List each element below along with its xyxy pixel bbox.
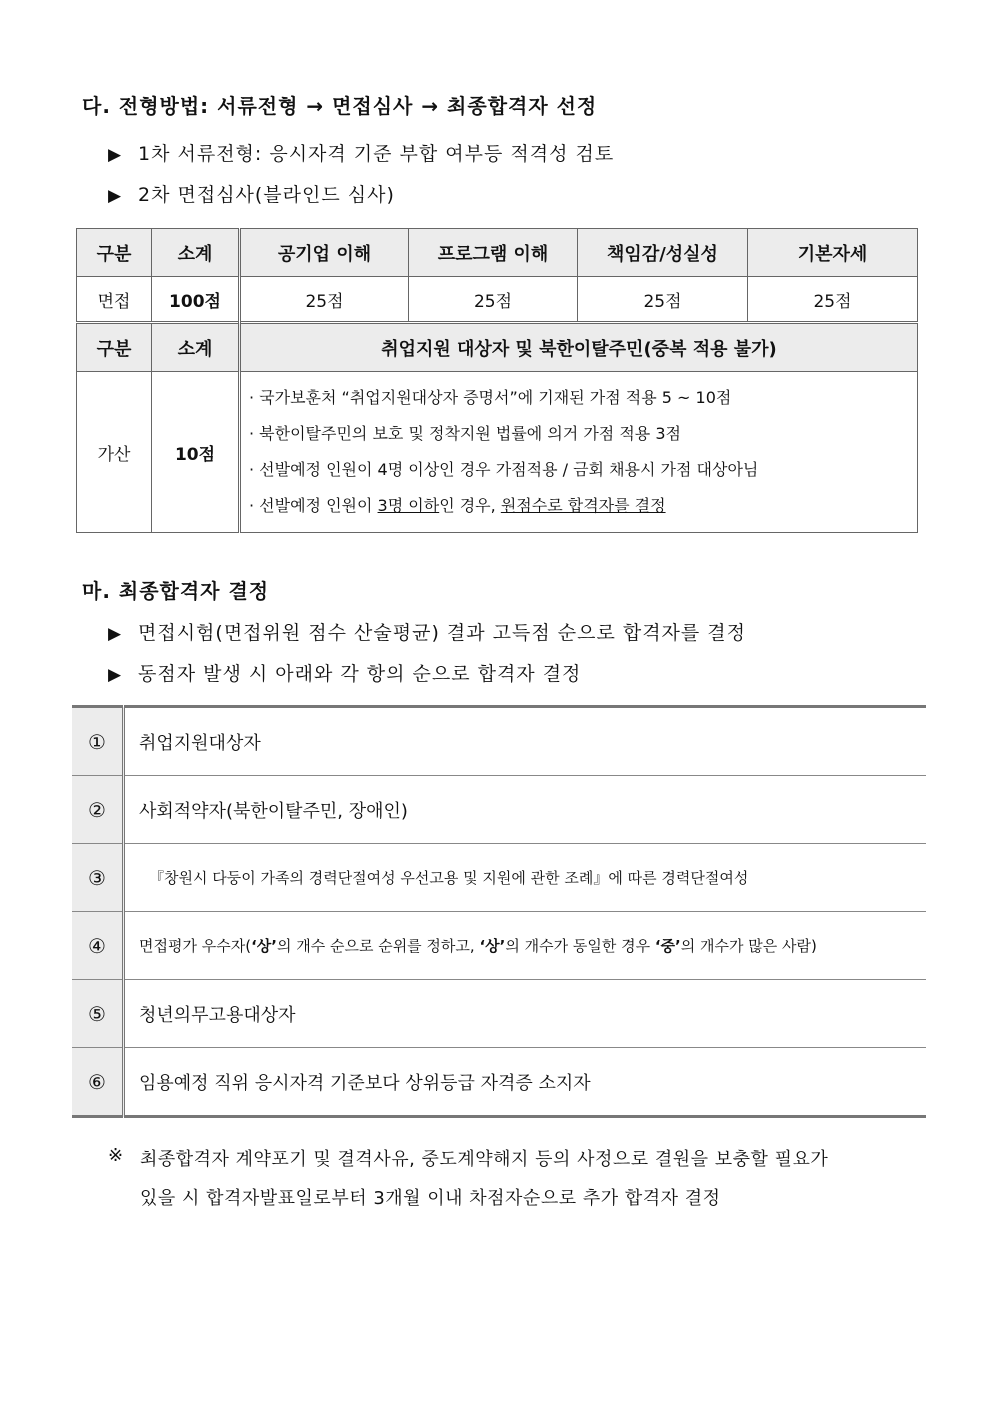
tie-row	[72, 707, 926, 776]
interview-score: 25점	[240, 277, 409, 323]
bonus-total: 10점	[152, 372, 240, 533]
header-responsibility: 책임감/성실성	[578, 229, 748, 277]
tie-row	[72, 1048, 926, 1117]
interview-row	[77, 277, 918, 323]
header-category: 구분	[77, 229, 152, 277]
tie-row-number: ②	[72, 776, 124, 844]
header-subtotal: 소계	[152, 323, 240, 372]
tie-bold-grade: ‘중’	[654, 937, 681, 955]
tie-text: 의 개수가 많은 사람)	[680, 937, 817, 955]
section-ma-bullet-1	[108, 618, 746, 645]
bonus-label: 가산	[77, 372, 152, 533]
header-bonus-target: 취업지원 대상자 및 북한이탈주민(중복 적용 불가)	[240, 323, 918, 372]
interview-score: 25점	[409, 277, 578, 323]
note-line-1: 최종합격자 계약포기 및 결격사유, 중도계약해지 등의 사정으로 결원을 보충할 필요가	[140, 1149, 829, 1170]
tie-row-text: 임용예정 직위 응시자격 기준보다 상위등급 자격증 소지자	[139, 1072, 591, 1094]
bonus-row	[77, 372, 918, 533]
bonus-item-last	[249, 488, 909, 524]
tie-text: 의 개수가 동일한 경우	[505, 937, 655, 955]
section-da-bullet-2	[108, 180, 395, 207]
header-public-enterprise: 공기업 이해	[240, 229, 409, 277]
tie-bold-grade: ‘상’	[479, 937, 506, 955]
section-ma-title: 마. 최종합격자 결정	[82, 579, 270, 603]
bonus-item: · 국가보훈처 “취업지원대상자 증명서”에 기재된 가점 적용 5 ~ 10점	[249, 388, 732, 407]
bullet-text: 2차 면접심사(블라인드 심사)	[138, 184, 395, 206]
interview-score: 25점	[748, 277, 918, 323]
tie-row-number: ⑤	[72, 980, 124, 1048]
bonus-header-row	[77, 323, 918, 372]
tie-row	[72, 912, 926, 980]
tie-row-text: 청년의무고용대상자	[124, 980, 927, 1048]
tie-text: 면접평가 우수자(	[139, 937, 252, 955]
bullet-triangle-icon: ▶	[108, 624, 123, 644]
section-ma-bullet-2	[108, 659, 581, 686]
bonus-text: · 선발예정 인원이	[249, 496, 378, 515]
header-category: 구분	[77, 323, 152, 372]
tie-row-number: ⑥	[72, 1048, 124, 1117]
tie-row-text: 『창원시 다둥이 가족의 경력단절여성 우선고용 및 지원에 관한 조례』에 따른 경력단절여성	[124, 844, 927, 912]
bullet-triangle-icon: ▶	[108, 665, 123, 685]
bonus-underlined-rule: 원점수로 합격자를 결정	[500, 496, 666, 515]
note-mark: ※	[108, 1145, 124, 1166]
tie-row-number: ④	[72, 912, 124, 980]
bullet-text: 동점자 발생 시 아래와 각 항의 순으로 합격자 결정	[138, 663, 582, 685]
tie-row-number: ①	[72, 707, 124, 776]
score-header-row	[77, 229, 918, 277]
tie-row-text: 사회적약자(북한이탈주민, 장애인)	[124, 776, 927, 844]
interview-total: 100점	[152, 277, 240, 323]
bonus-underlined-count: 3명 이하	[377, 496, 440, 515]
header-subtotal: 소계	[152, 229, 240, 277]
note-line-2: 있을 시 합격자발표일로부터 3개월 이내 차점자순으로 추가 합격자 결정	[140, 1188, 721, 1209]
section-da-title: 다. 전형방법: 서류전형 → 면접심사 → 최종합격자 선정	[82, 94, 598, 118]
tie-text: 의 개수 순으로 순위를 정하고,	[276, 937, 480, 955]
interview-label: 면접	[77, 277, 152, 323]
tie-row-text	[124, 912, 927, 980]
bullet-text: 면접시험(면접위원 점수 산술평균) 결과 고득점 순으로 합격자를 결정	[138, 622, 747, 644]
tie-break-table	[72, 705, 926, 1118]
bullet-triangle-icon: ▶	[108, 186, 123, 206]
bonus-item: · 선발예정 인원이 4명 이상인 경우 가점적용 / 금회 채용시 가점 대상아님	[249, 460, 759, 479]
section-da-bullet-1	[108, 139, 614, 166]
tie-row	[72, 844, 926, 912]
tie-row	[72, 980, 926, 1048]
header-attitude: 기본자세	[748, 229, 918, 277]
tie-row	[72, 776, 926, 844]
bonus-item: · 북한이탈주민의 보호 및 정착지원 법률에 의거 가점 적용 3점	[249, 424, 681, 443]
bonus-details	[240, 372, 918, 533]
bullet-triangle-icon: ▶	[108, 145, 123, 165]
header-program: 프로그램 이해	[409, 229, 578, 277]
tie-row-text: 취업지원대상자	[124, 707, 927, 776]
interview-score: 25점	[578, 277, 748, 323]
bonus-text: 인 경우,	[439, 496, 501, 515]
tie-bold-grade: ‘상’	[251, 937, 277, 955]
bullet-text: 1차 서류전형: 응시자격 기준 부합 여부등 적격성 검토	[138, 143, 615, 165]
score-table	[76, 228, 918, 533]
tie-row-number: ③	[72, 844, 124, 912]
